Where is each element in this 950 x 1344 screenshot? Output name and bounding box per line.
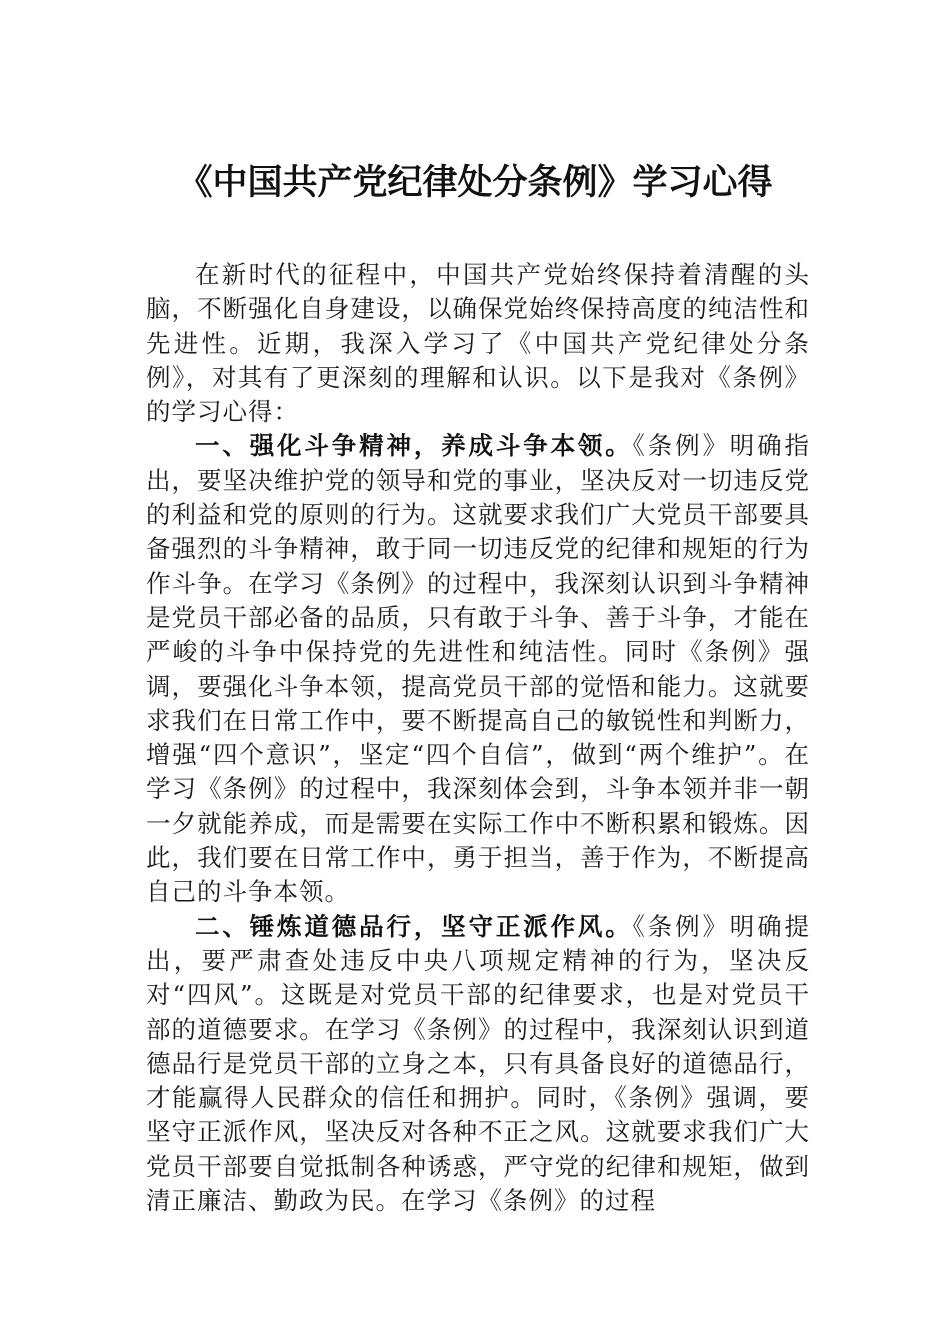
section-1-heading: 一、强化斗争精神，养成斗争本领。	[195, 431, 633, 461]
intro-paragraph: 在新时代的征程中，中国共产党始终保持着清醒的头脑，不断强化自身建设，以确保党始终保持高度的纯洁性和先进性。近期，我深入学习了《中国共产党纪律处分条例》，对其有了更深刻的理解和认识。以下是我对《条例》的学习心得：	[146, 260, 810, 427]
document-title: 《中国共产党纪律处分条例》学习心得	[177, 162, 773, 203]
section-1-body: 《条例》明确指出，要坚决维护党的领导和党的事业，坚决反对一切违反党的利益和党的原则的行为。这就要求我们广大党员干部要具备强烈的斗争精神，敢于同一切违反党的纪律和规矩的行为作斗争。在学习《条例》的过程中，我深刻认识到斗争精神是党员干部必备的品质，只有敢于斗争、善于斗争，才能在严峻的斗争中保持党的先进性和纯洁性。同时《条例》强调，要强化斗争本领，提高党员干部的觉悟和能力。这就要求我们在日常工作中，要不断提高自己的敏锐性和判断力，增强“四个意识”，坚定“四个自信”，做到“两个维护”。在学习《条例》的过程中，我深刻体会到，斗争本领并非一朝一夕就能养成，而是需要在实际工作中不断积累和锻炼。因此，我们要在日常工作中，勇于担当，善于作为，不断提高自己的斗争本领。	[146, 431, 811, 907]
section-1-paragraph	[146, 429, 810, 909]
document-body	[146, 258, 810, 1218]
section-2-body: 《条例》明确提出，要严肃查处违反中央八项规定精神的行为，坚决反对“四风”。这既是对党员干部的纪律要求，也是对党员干部的道德要求。在学习《条例》的过程中，我深刻认识到道德品行是党员干部的立身之本，只有具备良好的道德品行，才能赢得人民群众的信任和拥护。同时，《条例》强调，要坚守正派作风，坚决反对各种不正之风。这就要求我们广大党员干部要自觉抵制各种诱惑，严守党的纪律和规矩，做到清正廉洁、勤政为民。在学习《条例》的过程	[146, 911, 811, 1216]
section-2-paragraph	[146, 910, 810, 1219]
section-2-heading: 二、锤炼道德品行，坚守正派作风。	[195, 911, 633, 941]
